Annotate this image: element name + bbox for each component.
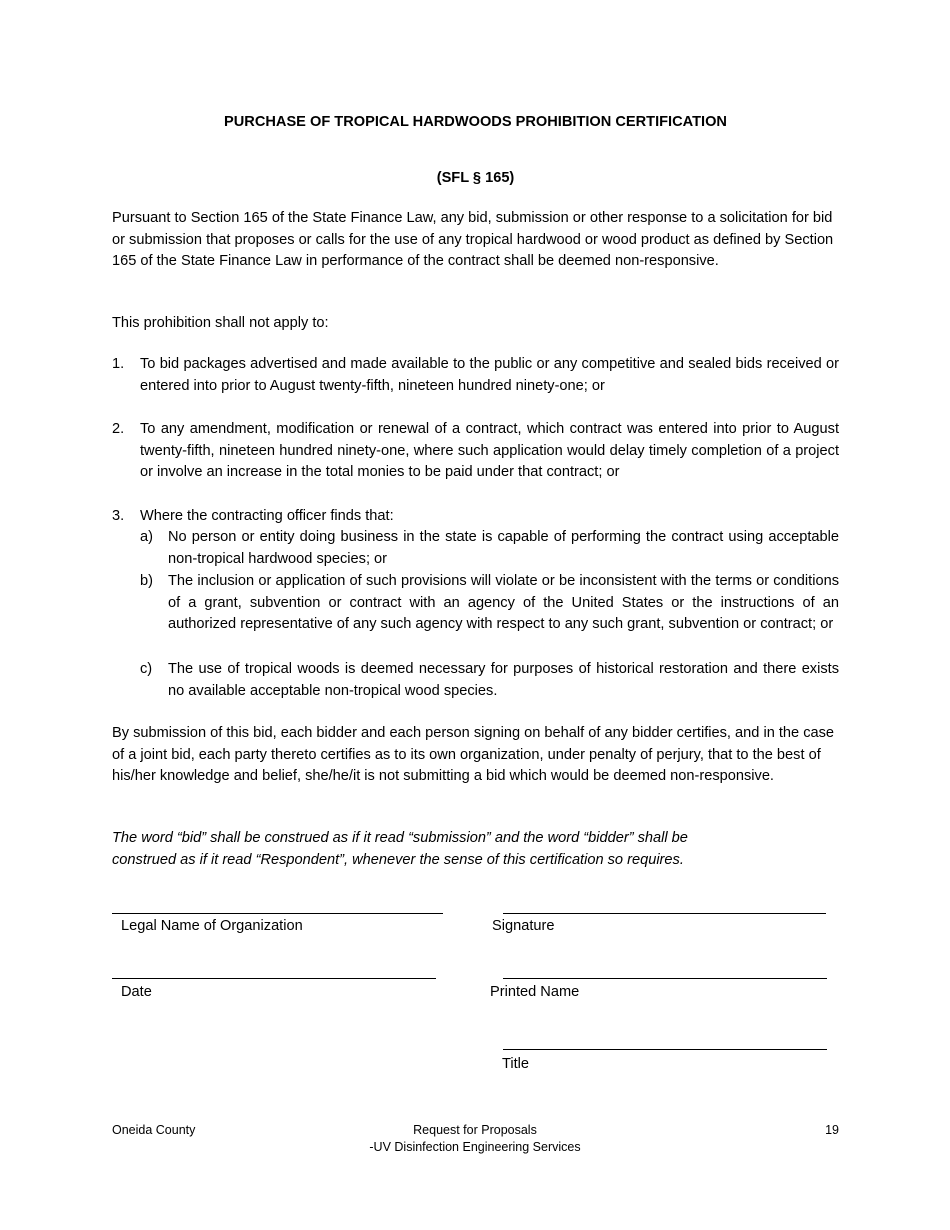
legal-name-label: Legal Name of Organization bbox=[121, 918, 303, 934]
page-number: 19 bbox=[825, 1123, 839, 1137]
sub-list-item-text: No person or entity doing business in the state is capable of performing the contract using acceptable non-tropical hardwood species; or bbox=[168, 529, 839, 567]
footer-center-line-2: -UV Disinfection Engineering Services bbox=[369, 1140, 581, 1154]
date-line[interactable] bbox=[112, 978, 436, 979]
list-item-text: To bid packages advertised and made available to the public or any competitive and sealed bids received or entered into prior to August twenty-fifth, nineteen hundred ninety-one; or bbox=[140, 356, 839, 394]
list-item-number: 2. bbox=[112, 421, 125, 437]
footer-left: Oneida County bbox=[112, 1123, 196, 1137]
signature-label: Signature bbox=[492, 918, 555, 934]
sub-list-item bbox=[140, 571, 839, 636]
certification-paragraph: By submission of this bid, each bidder and each person signing on behalf of any bidder certifies, and in the case of a joint bid, each party thereto certifies as to its own organization, under penalty of perjury, that to the best of his/her knowledge and belief, she/he/it is not submitting a bid which would be deemed non-responsive. bbox=[112, 725, 835, 784]
construction-note-line-1: The word “bid” shall be construed as if it read “submission” and the word “bidder” shall be bbox=[112, 830, 688, 846]
footer-center-line-1: Request for Proposals bbox=[413, 1123, 537, 1137]
list-item bbox=[112, 506, 839, 528]
date-label: Date bbox=[121, 984, 152, 1000]
document-title: PURCHASE OF TROPICAL HARDWOODS PROHIBITION CERTIFICATION bbox=[224, 114, 727, 130]
legal-name-line[interactable] bbox=[112, 913, 443, 914]
list-item bbox=[112, 354, 839, 397]
document-subtitle: (SFL § 165) bbox=[436, 170, 515, 186]
sub-list-item-text: The use of tropical woods is deemed necessary for purposes of historical restoration and there exists no available acceptable non-tropical wood species. bbox=[168, 661, 839, 699]
list-item-number: 3. bbox=[112, 508, 125, 524]
sub-list-item-letter: a) bbox=[140, 529, 153, 545]
list-item-text: Where the contracting officer finds that: bbox=[140, 508, 394, 524]
sub-list-item-letter: b) bbox=[140, 573, 153, 589]
intro-paragraph: Pursuant to Section 165 of the State Finance Law, any bid, submission or other response to a solicitation for bid or submission that proposes or calls for the use of any tropical hardwood or wood product as defined by Section 165 of the State Finance Law in performance of the contract shall be deemed non-responsive. bbox=[112, 210, 834, 269]
title-label: Title bbox=[502, 1056, 530, 1072]
list-item-text: To any amendment, modification or renewal of a contract, which contract was entered into prior to August twenty-fifth, nineteen hundred ninety-one, where such application would delay timely completion of a project or involve an increase in the total monies to be paid under that contract; or bbox=[140, 421, 839, 480]
printed-name-label: Printed Name bbox=[490, 984, 580, 1000]
sub-list-item bbox=[140, 527, 839, 570]
sub-list-item bbox=[140, 659, 839, 702]
title-line[interactable] bbox=[503, 1049, 827, 1050]
document-page bbox=[112, 0, 839, 1230]
sub-list-item-text: The inclusion or application of such provisions will violate or be inconsistent with the terms or conditions of a grant, subvention or contract with an agency of the United States or the instructions of an authorized representative of any such agency with respect to any such grant, subvention or contract; or bbox=[168, 573, 839, 632]
sub-list-item-letter: c) bbox=[140, 661, 153, 677]
exceptions-lead: This prohibition shall not apply to: bbox=[112, 315, 329, 331]
footer-center bbox=[275, 1122, 675, 1156]
construction-note-line-2: construed as if it read “Respondent”, whenever the sense of this certification so requires. bbox=[112, 852, 684, 868]
list-item-number: 1. bbox=[112, 356, 125, 372]
printed-name-line[interactable] bbox=[503, 978, 827, 979]
signature-line[interactable] bbox=[503, 913, 826, 914]
list-item bbox=[112, 419, 839, 484]
